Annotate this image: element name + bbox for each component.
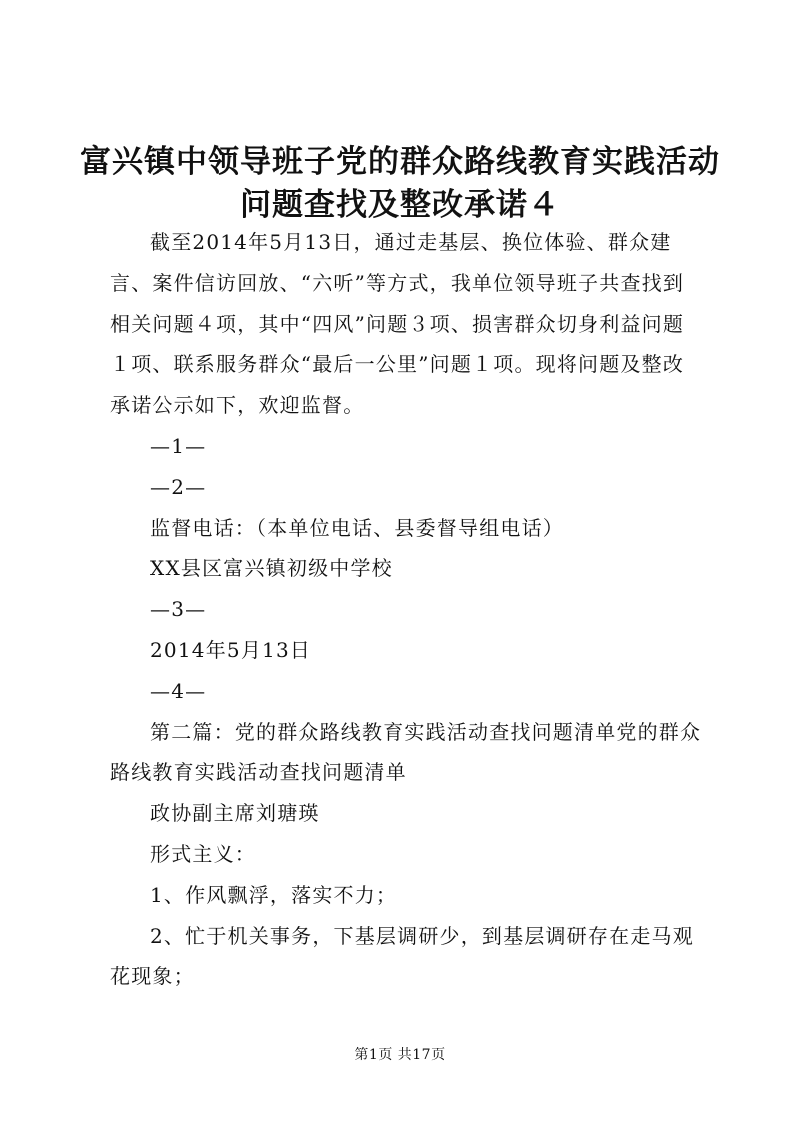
list-item-2: 2、忙于机关事务，下基层调研少，到基层调研存在走马观花现象； [110,923,694,989]
formalism-heading: 形式主义： [150,841,256,866]
page-footer: 第1页 共17页 [354,1047,446,1063]
document-title-line-2: 问题查找及整改承诺４ [240,187,560,223]
school-name-line: XX县区富兴镇初级中学校 [150,556,393,581]
page-marker-2: —2— [150,474,207,499]
section-two-heading: 第二篇：党的群众路线教育实践活动查找问题清单党的群众路线教育实践活动查找问题清单 [110,719,702,785]
page-marker-3: —3— [150,597,207,622]
intro-paragraph: 截至2014年5月13日，通过走基层、换位体验、群众建言、案件信访回放、“六听”等方式，我单位领导班子共查找到相关问题４项，其中“四风”问题３项、损害群众切身利益问题１项、联系服务群众“最后一公里”问题１项。现将问题及整改承诺公示如下，欢迎监督。 [110,230,685,418]
date-line: 2014年5月13日 [150,637,312,662]
supervision-phone-line: 监督电话：（本单位电话、县委督导组电话） [150,515,564,540]
document-body [110,222,704,997]
page-marker-1: —1— [150,433,207,458]
list-item-1: 1、作风飘浮，落实不力； [150,882,398,907]
document-title-line-1: 富兴镇中领导班子党的群众路线教育实践活动 [80,144,720,180]
author-line: 政协副主席刘瑭瑛 [150,801,320,826]
page-marker-4: —4— [150,678,207,703]
